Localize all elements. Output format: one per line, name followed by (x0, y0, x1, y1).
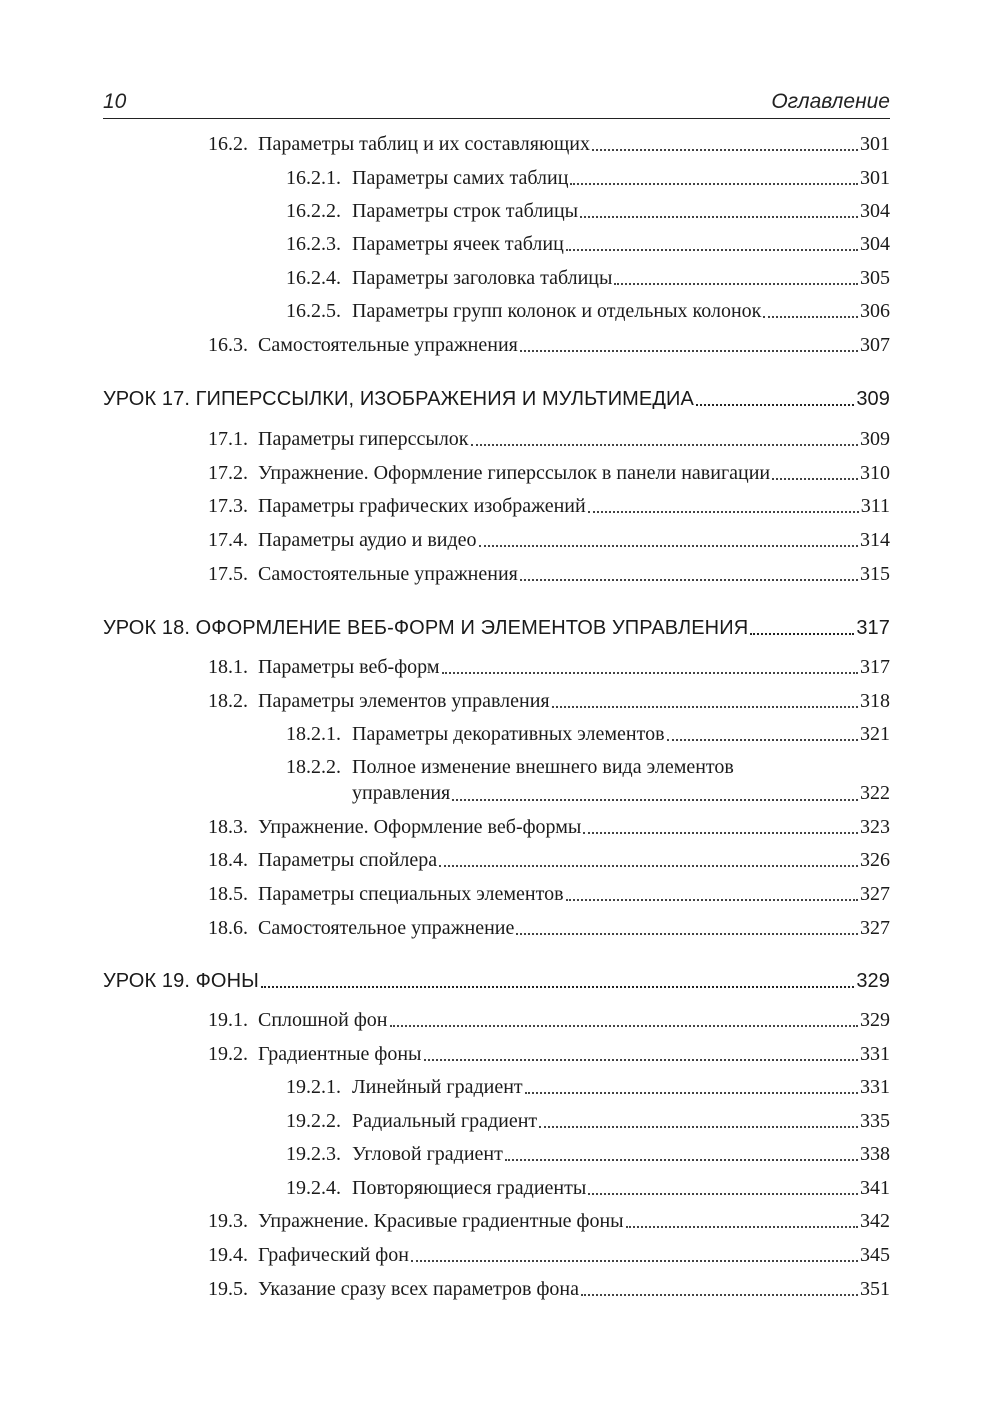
entry-number: 19.2.3. (286, 1143, 341, 1165)
toc-entry[interactable] (208, 653, 890, 679)
toc-entry[interactable] (286, 1174, 890, 1200)
toc-lesson-heading[interactable] (103, 967, 890, 993)
dot-leader (442, 672, 858, 674)
toc-entry[interactable] (208, 1040, 890, 1066)
entry-title: Параметры аудио и видео (258, 529, 477, 551)
entry-title: Угловой градиент (352, 1143, 503, 1165)
toc-entry[interactable] (286, 164, 890, 190)
entry-page: 306 (860, 300, 890, 322)
entry-page: 326 (860, 849, 890, 871)
entry-page: 342 (860, 1210, 890, 1232)
entry-page: 327 (860, 883, 890, 905)
entry-number: 18.2.2. (286, 756, 341, 778)
dot-leader (525, 1092, 858, 1094)
entry-page: 315 (860, 563, 890, 585)
entry-title: Параметры групп колонок и отдельных колонок (352, 300, 762, 322)
toc-entry[interactable] (208, 459, 890, 485)
toc-lesson-heading[interactable] (103, 614, 890, 640)
entry-number: 17.5. (208, 563, 248, 585)
entry-number: 16.2.5. (286, 300, 341, 322)
entry-title: Параметры ячеек таблиц (352, 233, 564, 255)
toc-entry[interactable] (208, 1207, 890, 1233)
entry-page: 327 (860, 917, 890, 939)
toc-entry[interactable] (286, 264, 890, 290)
toc-entry[interactable] (208, 560, 890, 586)
entry-line-2 (352, 780, 890, 806)
dot-leader (592, 149, 858, 151)
entry-page: 345 (860, 1244, 890, 1266)
entry-title: Параметры декоративных элементов (352, 723, 665, 745)
entry-number: 19.1. (208, 1009, 248, 1031)
entry-page: 304 (860, 200, 890, 222)
entry-number: 19.4. (208, 1244, 248, 1266)
dot-leader (566, 249, 858, 251)
entry-title: Параметры графических изображений (258, 495, 586, 517)
entry-title: Параметры спойлера (258, 849, 438, 871)
toc-entry[interactable] (208, 1275, 890, 1301)
entry-page: 309 (856, 388, 890, 410)
dot-leader (763, 316, 858, 318)
entry-title: Упражнение. Оформление веб-формы (258, 816, 582, 838)
lesson-title: УРОК 17. ГИПЕРССЫЛКИ, ИЗОБРАЖЕНИЯ И МУЛЬТИМЕДИА (103, 388, 694, 410)
entry-page: 307 (860, 334, 890, 356)
dot-leader (552, 706, 858, 708)
entry-number: 19.3. (208, 1210, 248, 1232)
entry-title: Линейный градиент (352, 1076, 523, 1098)
toc-entry[interactable] (208, 526, 890, 552)
entry-page: 338 (860, 1143, 890, 1165)
dot-leader (520, 350, 858, 352)
entry-number: 18.5. (208, 883, 248, 905)
entry-title: Параметры гиперссылок (258, 428, 469, 450)
entry-page: 317 (860, 656, 890, 678)
dot-leader (411, 1260, 858, 1262)
dot-leader (667, 739, 858, 741)
dot-leader (516, 933, 858, 935)
entry-title: Параметры веб-форм (258, 656, 440, 678)
entry-page: 331 (860, 1043, 890, 1065)
entry-page: 309 (860, 428, 890, 450)
dot-leader (505, 1159, 858, 1161)
entry-title: Графический фон (258, 1244, 409, 1266)
entry-number: 16.2.3. (286, 233, 341, 255)
lesson-title: УРОК 18. ОФОРМЛЕНИЕ ВЕБ-ФОРМ И ЭЛЕМЕНТОВ УПРАВЛЕНИЯ (103, 617, 749, 639)
entry-title: Полное изменение внешнего вида элементов (352, 756, 734, 778)
entry-title: Самостоятельное упражнение (258, 917, 515, 939)
entry-number: 18.3. (208, 816, 248, 838)
entry-page: 351 (860, 1278, 890, 1300)
toc-entry[interactable] (208, 880, 890, 906)
toc-entry[interactable] (208, 914, 890, 940)
entry-number: 17.4. (208, 529, 248, 551)
entry-number: 16.3. (208, 334, 248, 356)
toc-entry[interactable] (208, 1241, 890, 1267)
entry-number: 19.2.2. (286, 1110, 341, 1132)
entry-title: Параметры самих таблиц (352, 167, 569, 189)
entry-page: 329 (860, 1009, 890, 1031)
entry-page: 310 (860, 462, 890, 484)
dot-leader (261, 986, 854, 988)
dot-leader (614, 283, 858, 285)
entry-title: Самостоятельные упражнения (258, 334, 518, 356)
toc-entry[interactable] (286, 197, 890, 223)
entry-page: 304 (860, 233, 890, 255)
entry-page: 331 (860, 1076, 890, 1098)
entry-title: Сплошной фон (258, 1009, 388, 1031)
dot-leader (471, 444, 858, 446)
dot-leader (566, 899, 858, 901)
entry-number: 16.2.2. (286, 200, 341, 222)
dot-leader (452, 799, 858, 801)
dot-leader (520, 579, 858, 581)
toc-entry[interactable] (286, 1140, 890, 1166)
entry-number: 18.4. (208, 849, 248, 871)
dot-leader (424, 1059, 859, 1061)
entry-page: 301 (860, 167, 890, 189)
entry-page: 329 (856, 970, 890, 992)
entry-title: Повторяющиеся градиенты (352, 1177, 587, 1199)
entry-page: 318 (860, 690, 890, 712)
toc-entry[interactable] (286, 720, 890, 746)
toc-entry[interactable] (208, 846, 890, 872)
dot-leader (772, 478, 858, 480)
entry-number: 18.2. (208, 690, 248, 712)
entry-page: 323 (860, 816, 890, 838)
toc-entry[interactable] (286, 1073, 890, 1099)
toc-entry-multiline[interactable] (286, 754, 890, 806)
toc-entry[interactable] (286, 1107, 890, 1133)
entry-page: 341 (860, 1177, 890, 1199)
entry-title: Градиентные фоны (258, 1043, 422, 1065)
entry-title: Параметры таблиц и их составляющих (258, 133, 591, 155)
entry-page: 335 (860, 1110, 890, 1132)
dot-leader (588, 511, 859, 513)
dot-leader (626, 1226, 858, 1228)
entry-number: 16.2.4. (286, 267, 341, 289)
toc-entry[interactable] (208, 130, 890, 156)
entry-title: Самостоятельные упражнения (258, 563, 518, 585)
entry-title: Указание сразу всех параметров фона (258, 1278, 580, 1300)
entry-title: Параметры специальных элементов (258, 883, 564, 905)
entry-number: 19.5. (208, 1278, 248, 1300)
entry-number: 19.2.4. (286, 1177, 341, 1199)
entry-number: 18.2.1. (286, 723, 341, 745)
entry-number: 18.1. (208, 656, 248, 678)
dot-leader (580, 216, 858, 218)
entry-page: 317 (856, 617, 890, 639)
toc-entry[interactable] (208, 813, 890, 839)
toc-entry[interactable] (208, 492, 890, 518)
dot-leader (479, 545, 858, 547)
entry-number: 16.2. (208, 133, 248, 155)
entry-title: Упражнение. Оформление гиперссылок в панели навигации (258, 462, 771, 484)
dot-leader (390, 1025, 859, 1027)
toc-entry[interactable] (208, 1006, 890, 1032)
entry-page: 301 (860, 133, 890, 155)
dot-leader (583, 832, 858, 834)
header-section-title: Оглавление (771, 90, 890, 113)
entry-page: 311 (860, 495, 890, 517)
dot-leader (696, 404, 854, 406)
entry-page: 314 (860, 529, 890, 551)
entry-number: 16.2.1. (286, 167, 341, 189)
entry-page: 321 (860, 723, 890, 745)
toc-entry[interactable] (286, 230, 890, 256)
toc-entry[interactable] (286, 297, 890, 323)
dot-leader (750, 633, 854, 635)
entry-number: 17.3. (208, 495, 248, 517)
dot-leader (570, 183, 858, 185)
entry-title: Параметры элементов управления (258, 690, 550, 712)
entry-page: 305 (860, 267, 890, 289)
entry-title: Параметры заголовка таблицы (352, 267, 613, 289)
entry-title: Радиальный градиент (352, 1110, 538, 1132)
toc-entry[interactable] (208, 687, 890, 713)
entry-number: 19.2. (208, 1043, 248, 1065)
entry-number: 18.6. (208, 917, 248, 939)
entry-line-1 (286, 754, 890, 780)
entry-number: 17.1. (208, 428, 248, 450)
entry-page: 322 (860, 782, 890, 804)
dot-leader (581, 1294, 858, 1296)
toc-entry[interactable] (208, 425, 890, 451)
dot-leader (439, 865, 858, 867)
dot-leader (588, 1193, 858, 1195)
entry-number: 17.2. (208, 462, 248, 484)
entry-title: Параметры строк таблицы (352, 200, 579, 222)
toc-lesson-heading[interactable] (103, 385, 890, 411)
entry-title: Упражнение. Красивые градиентные фоны (258, 1210, 624, 1232)
entry-number: 19.2.1. (286, 1076, 341, 1098)
lesson-title: УРОК 19. ФОНЫ (103, 970, 259, 992)
toc-entry[interactable] (208, 331, 890, 357)
header-page-number: 10 (103, 90, 127, 113)
entry-title-continued: управления (352, 782, 451, 804)
dot-leader (539, 1126, 858, 1128)
